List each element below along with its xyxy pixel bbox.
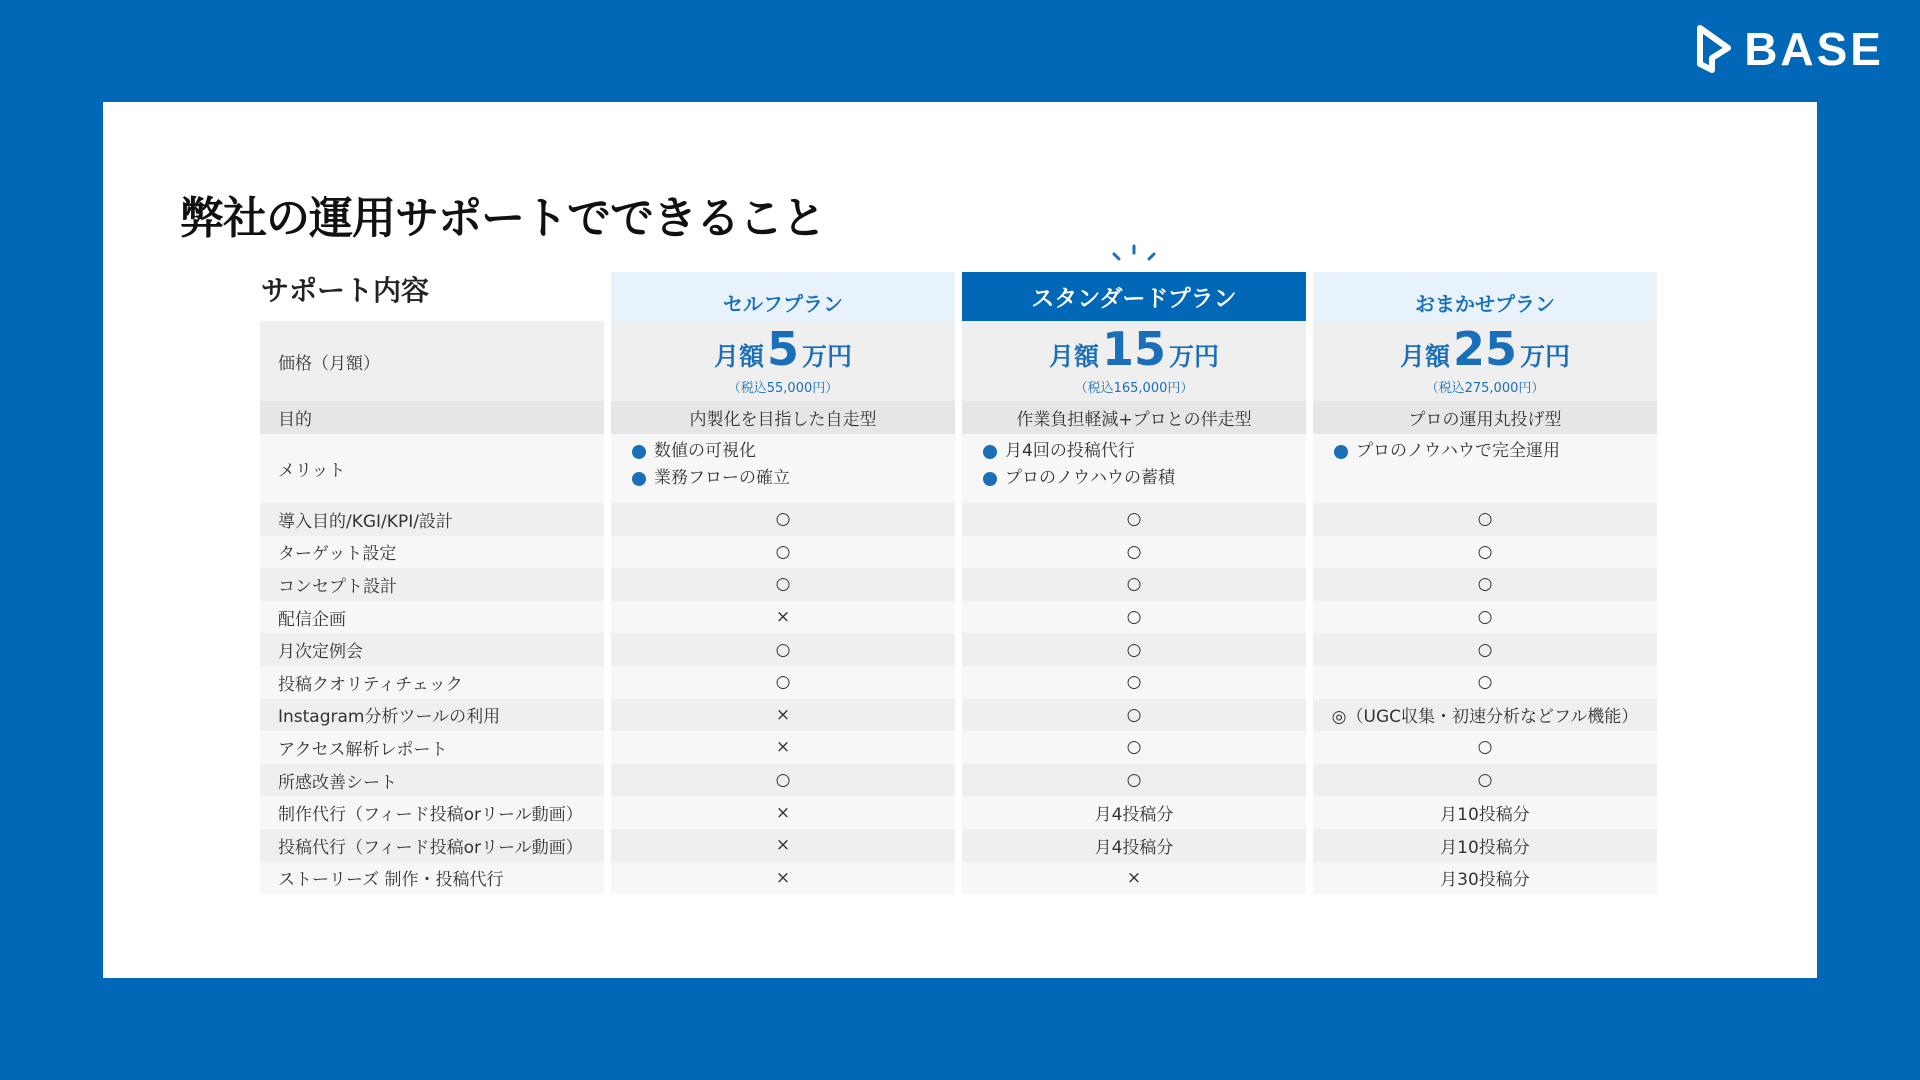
blue-dot-icon bbox=[632, 472, 646, 486]
feature-value-standard: ○ bbox=[962, 764, 1306, 797]
price-row bbox=[260, 321, 1657, 401]
header-blank-cell bbox=[260, 272, 604, 321]
merit-cell-self bbox=[611, 434, 955, 503]
blue-dot-icon bbox=[632, 445, 646, 459]
feature-value-standard: ○ bbox=[962, 536, 1306, 569]
feature-label: Instagram分析ツールの利用 bbox=[260, 699, 604, 732]
merit-text: 月4回の投稿代行 bbox=[1005, 441, 1135, 461]
merit-item bbox=[983, 465, 1306, 492]
feature-value-omakase: ◎（UGC収集・初速分析などフル機能） bbox=[1313, 699, 1657, 732]
price-row-label: 価格（月額） bbox=[260, 321, 604, 401]
feature-value-omakase: ○ bbox=[1313, 568, 1657, 601]
feature-label: 制作代行（フィード投稿orリール動画） bbox=[260, 796, 604, 829]
feature-row bbox=[260, 764, 1657, 797]
section-label: サポート内容 bbox=[261, 274, 430, 307]
feature-value-self: ○ bbox=[611, 568, 955, 601]
price-suffix: 万円 bbox=[1520, 342, 1571, 371]
feature-value-standard: ○ bbox=[962, 568, 1306, 601]
blue-dot-icon bbox=[983, 445, 997, 459]
price-cell-self bbox=[611, 321, 955, 401]
feature-value-omakase: ○ bbox=[1313, 731, 1657, 764]
merit-cell-omakase bbox=[1313, 434, 1657, 503]
feature-value-standard: ○ bbox=[962, 601, 1306, 634]
feature-row bbox=[260, 796, 1657, 829]
feature-row bbox=[260, 731, 1657, 764]
feature-label: 月次定例会 bbox=[260, 633, 604, 666]
comparison-table-wrap bbox=[260, 272, 1664, 894]
feature-value-omakase: ○ bbox=[1313, 536, 1657, 569]
brand-logo bbox=[1696, 22, 1884, 76]
feature-row bbox=[260, 503, 1657, 536]
content-card bbox=[103, 102, 1817, 978]
blue-dot-icon bbox=[1334, 445, 1348, 459]
price-suffix: 万円 bbox=[1169, 342, 1220, 371]
feature-row bbox=[260, 536, 1657, 569]
feature-value-self: × bbox=[611, 699, 955, 732]
purpose-cell-standard: 作業負担軽減+プロとの伴走型 bbox=[962, 401, 1306, 434]
price-tax: （税込55,000円） bbox=[727, 381, 839, 396]
plan-header-self: セルフプラン bbox=[611, 272, 955, 321]
feature-label: ターゲット設定 bbox=[260, 536, 604, 569]
price-number: 5 bbox=[766, 322, 799, 376]
price-suffix: 万円 bbox=[802, 342, 853, 371]
merit-text: 業務フローの確立 bbox=[654, 468, 790, 488]
price-prefix: 月額 bbox=[713, 342, 764, 371]
base-logo-icon bbox=[1696, 24, 1734, 74]
feature-value-standard: × bbox=[962, 862, 1306, 895]
brand-name: BASE bbox=[1744, 23, 1884, 75]
feature-value-omakase: 月10投稿分 bbox=[1313, 796, 1657, 829]
merit-text: 数値の可視化 bbox=[654, 441, 756, 461]
feature-label: 導入目的/KGI/KPI/設計 bbox=[260, 503, 604, 536]
feature-value-self: ○ bbox=[611, 633, 955, 666]
feature-label: 投稿代行（フィード投稿orリール動画） bbox=[260, 829, 604, 862]
merit-cell-standard bbox=[962, 434, 1306, 503]
feature-label: 配信企画 bbox=[260, 601, 604, 634]
plan-comparison-table bbox=[253, 272, 1664, 894]
page-title: 弊社の運用サポートでできること bbox=[180, 193, 825, 244]
feature-row bbox=[260, 568, 1657, 601]
feature-value-omakase: 月30投稿分 bbox=[1313, 862, 1657, 895]
merit-text: プロのノウハウの蓄積 bbox=[1005, 468, 1175, 488]
feature-label: 所感改善シート bbox=[260, 764, 604, 797]
feature-row bbox=[260, 601, 1657, 634]
price-cell-omakase bbox=[1313, 321, 1657, 401]
feature-value-self: ○ bbox=[611, 536, 955, 569]
feature-value-standard: ○ bbox=[962, 503, 1306, 536]
feature-value-self: × bbox=[611, 796, 955, 829]
feature-value-standard: 月4投稿分 bbox=[962, 829, 1306, 862]
feature-value-self: × bbox=[611, 829, 955, 862]
price-tax: （税込275,000円） bbox=[1425, 381, 1545, 396]
feature-label: 投稿クオリティチェック bbox=[260, 666, 604, 699]
purpose-cell-self: 内製化を目指した自走型 bbox=[611, 401, 955, 434]
feature-value-self: ○ bbox=[611, 764, 955, 797]
price-number: 15 bbox=[1101, 322, 1166, 376]
plan-header-row bbox=[260, 272, 1657, 321]
price-cell-standard bbox=[962, 321, 1306, 401]
price-tax: （税込165,000円） bbox=[1074, 381, 1194, 396]
feature-row bbox=[260, 699, 1657, 732]
feature-label: コンセプト設計 bbox=[260, 568, 604, 601]
feature-label: ストーリーズ 制作・投稿代行 bbox=[260, 862, 604, 895]
merit-item bbox=[983, 438, 1306, 465]
feature-value-standard: ○ bbox=[962, 633, 1306, 666]
feature-value-self: ○ bbox=[611, 666, 955, 699]
merit-text: プロのノウハウで完全運用 bbox=[1356, 441, 1560, 461]
feature-row bbox=[260, 862, 1657, 895]
merit-item bbox=[632, 438, 955, 465]
merit-row bbox=[260, 434, 1657, 503]
plan-header-standard: スタンダードプラン bbox=[962, 272, 1306, 321]
feature-label: アクセス解析レポート bbox=[260, 731, 604, 764]
price-prefix: 月額 bbox=[1399, 342, 1450, 371]
feature-value-self: × bbox=[611, 731, 955, 764]
feature-row bbox=[260, 829, 1657, 862]
merit-row-label: メリット bbox=[260, 434, 604, 503]
purpose-row-label: 目的 bbox=[260, 401, 604, 434]
feature-value-omakase: 月10投稿分 bbox=[1313, 829, 1657, 862]
feature-value-self: × bbox=[611, 601, 955, 634]
feature-value-omakase: ○ bbox=[1313, 601, 1657, 634]
plan-header-omakase: おまかせプラン bbox=[1313, 272, 1657, 321]
feature-value-standard: ○ bbox=[962, 666, 1306, 699]
feature-value-omakase: ○ bbox=[1313, 633, 1657, 666]
feature-value-omakase: ○ bbox=[1313, 503, 1657, 536]
merit-item bbox=[632, 465, 955, 492]
feature-row bbox=[260, 666, 1657, 699]
purpose-cell-omakase: プロの運用丸投げ型 bbox=[1313, 401, 1657, 434]
merit-item bbox=[1334, 438, 1657, 465]
feature-value-standard: ○ bbox=[962, 731, 1306, 764]
feature-value-omakase: ○ bbox=[1313, 764, 1657, 797]
feature-row bbox=[260, 633, 1657, 666]
feature-value-self: ○ bbox=[611, 503, 955, 536]
sparkle-icon bbox=[1106, 242, 1162, 264]
feature-value-omakase: ○ bbox=[1313, 666, 1657, 699]
blue-dot-icon bbox=[983, 472, 997, 486]
price-prefix: 月額 bbox=[1048, 342, 1099, 371]
feature-value-self: × bbox=[611, 862, 955, 895]
feature-value-standard: ○ bbox=[962, 699, 1306, 732]
purpose-row bbox=[260, 401, 1657, 434]
feature-value-standard: 月4投稿分 bbox=[962, 796, 1306, 829]
price-number: 25 bbox=[1452, 322, 1517, 376]
